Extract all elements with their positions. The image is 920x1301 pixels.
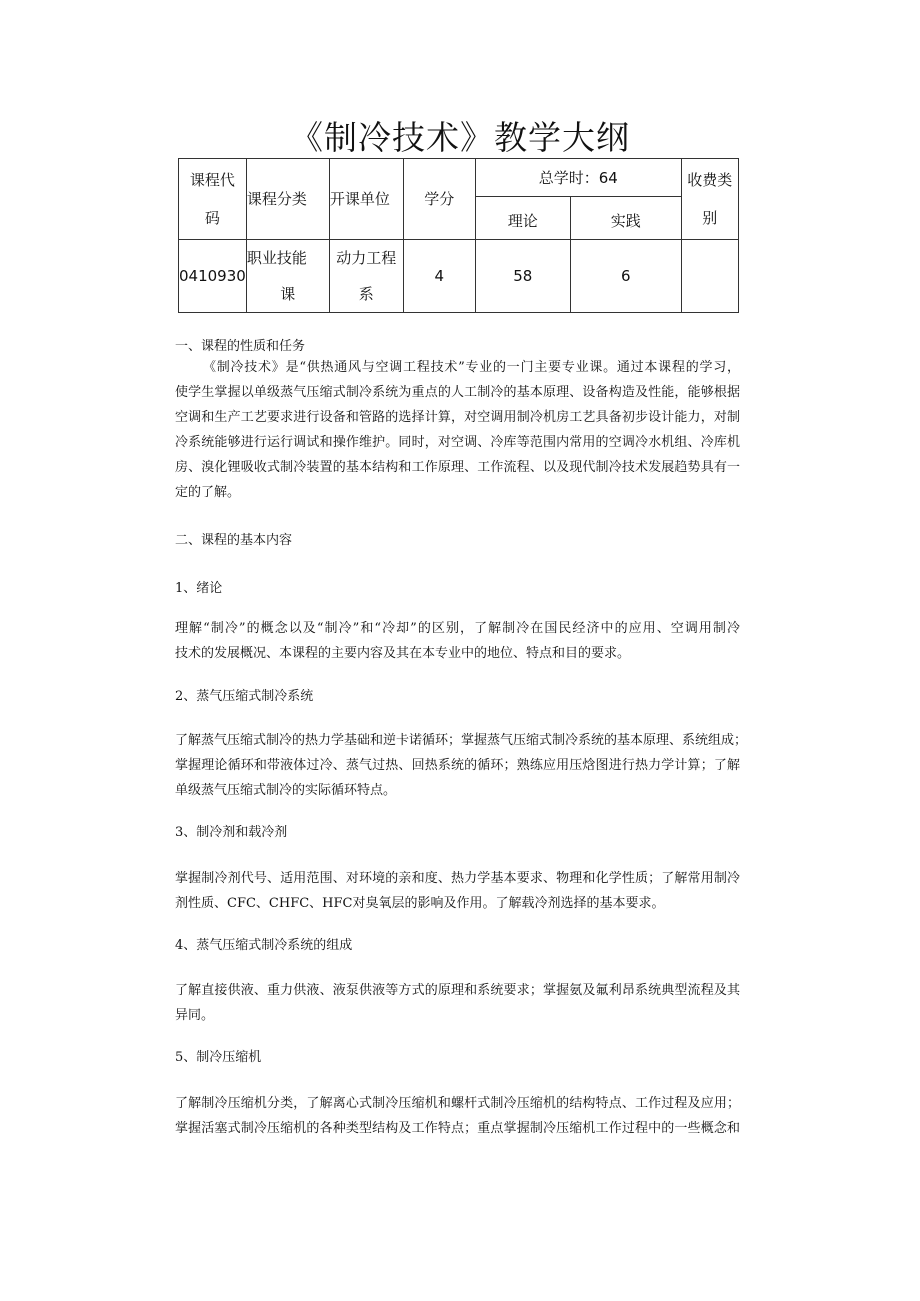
paragraph-line: 理解“制冷”的概念以及“制冷”和“冷却”的区别，了解制冷在国民经济中的应用、空调用制冷 bbox=[175, 621, 740, 636]
paragraph-line: 空调和生产工艺要求进行设备和管路的选择计算，对空调用制冷机房工艺具备初步设计能力，对制 bbox=[175, 410, 740, 425]
section-heading: 二、课程的基本内容 bbox=[175, 533, 293, 548]
cell-code: 0410930 bbox=[179, 240, 247, 313]
paragraph-line: 冷系统能够进行运行调试和操作维护。同时，对空调、冷库等范围内常用的空调冷水机组、冷库机 bbox=[175, 435, 740, 450]
cell-theory: 58 bbox=[475, 240, 570, 313]
table-row bbox=[179, 240, 739, 313]
header-code: 课程代 码 bbox=[179, 159, 247, 240]
paragraph-line: 掌握制冷剂代号、适用范围、对环境的亲和度、热力学基本要求、物理和化学性质；了解常用制冷 bbox=[175, 871, 740, 886]
paragraph-line: 房、溴化锂吸收式制冷装置的基本结构和工作原理、工作流程、以及现代制冷技术发展趋势具有一 bbox=[175, 460, 740, 475]
subsection-heading: 2、蒸气压缩式制冷系统 bbox=[175, 689, 314, 704]
header-fee: 收费类 别 bbox=[681, 159, 738, 240]
paragraph-line: 了解制冷压缩机分类，了解离心式制冷压缩机和螺杆式制冷压缩机的结构特点、工作过程及应用； bbox=[175, 1096, 740, 1111]
cell-fee bbox=[681, 240, 738, 313]
paragraph-line: 剂性质、CFC、CHFC、HFC对臭氧层的影响及作用。了解载冷剂选择的基本要求。 bbox=[175, 896, 665, 911]
paragraph-line: 定的了解。 bbox=[175, 485, 241, 500]
course-info-table bbox=[178, 158, 739, 313]
paragraph-line: 了解直接供液、重力供液、液泵供液等方式的原理和系统要求；掌握氨及氟利昂系统典型流程及其 bbox=[175, 983, 740, 998]
subsection-heading: 5、制冷压缩机 bbox=[175, 1050, 262, 1065]
subsection-heading: 4、蒸气压缩式制冷系统的组成 bbox=[175, 938, 353, 953]
document-title: 《制冷技术》教学大纲 bbox=[290, 118, 630, 157]
paragraph-line: 掌握理论循环和带液体过冷、蒸气过热、回热系统的循环；熟练应用压焓图进行热力学计算；了解 bbox=[175, 758, 740, 773]
header-category: 课程分类 bbox=[246, 159, 329, 240]
paragraph-line: 异同。 bbox=[175, 1008, 215, 1023]
section-heading: 一、课程的性质和任务 bbox=[175, 339, 306, 354]
header-total-hours: 总学时：64 bbox=[475, 159, 681, 197]
cell-credit: 4 bbox=[403, 240, 475, 313]
paragraph-line: 单级蒸气压缩式制冷的实际循环特点。 bbox=[175, 783, 397, 798]
header-practice: 实践 bbox=[570, 197, 681, 240]
subsection-heading: 3、制冷剂和载冷剂 bbox=[175, 825, 288, 840]
header-theory: 理论 bbox=[475, 197, 570, 240]
subsection-heading: 1、绪论 bbox=[175, 581, 223, 596]
header-credit: 学分 bbox=[403, 159, 475, 240]
paragraph-line: 《制冷技术》是“供热通风与空调工程技术”专业的一门主要专业课。通过本课程的学习， bbox=[203, 360, 740, 375]
paragraph-line: 掌握活塞式制冷压缩机的各种类型结构及工作特点；重点掌握制冷压缩机工作过程中的一些概念和 bbox=[175, 1121, 740, 1136]
cell-category: 职业技能 课 bbox=[246, 240, 329, 313]
paragraph-line: 使学生掌握以单级蒸气压缩式制冷系统为重点的人工制冷的基本原理、设备构造及性能，能够根据 bbox=[175, 385, 740, 400]
paragraph-line: 了解蒸气压缩式制冷的热力学基础和逆卡诺循环；掌握蒸气压缩式制冷系统的基本原理、系统组成； bbox=[175, 733, 748, 748]
paragraph-line: 技术的发展概况、本课程的主要内容及其在本专业中的地位、特点和目的要求。 bbox=[175, 646, 631, 661]
cell-practice: 6 bbox=[570, 240, 681, 313]
header-dept: 开课单位 bbox=[329, 159, 403, 240]
cell-dept: 动力工程 系 bbox=[329, 240, 403, 313]
